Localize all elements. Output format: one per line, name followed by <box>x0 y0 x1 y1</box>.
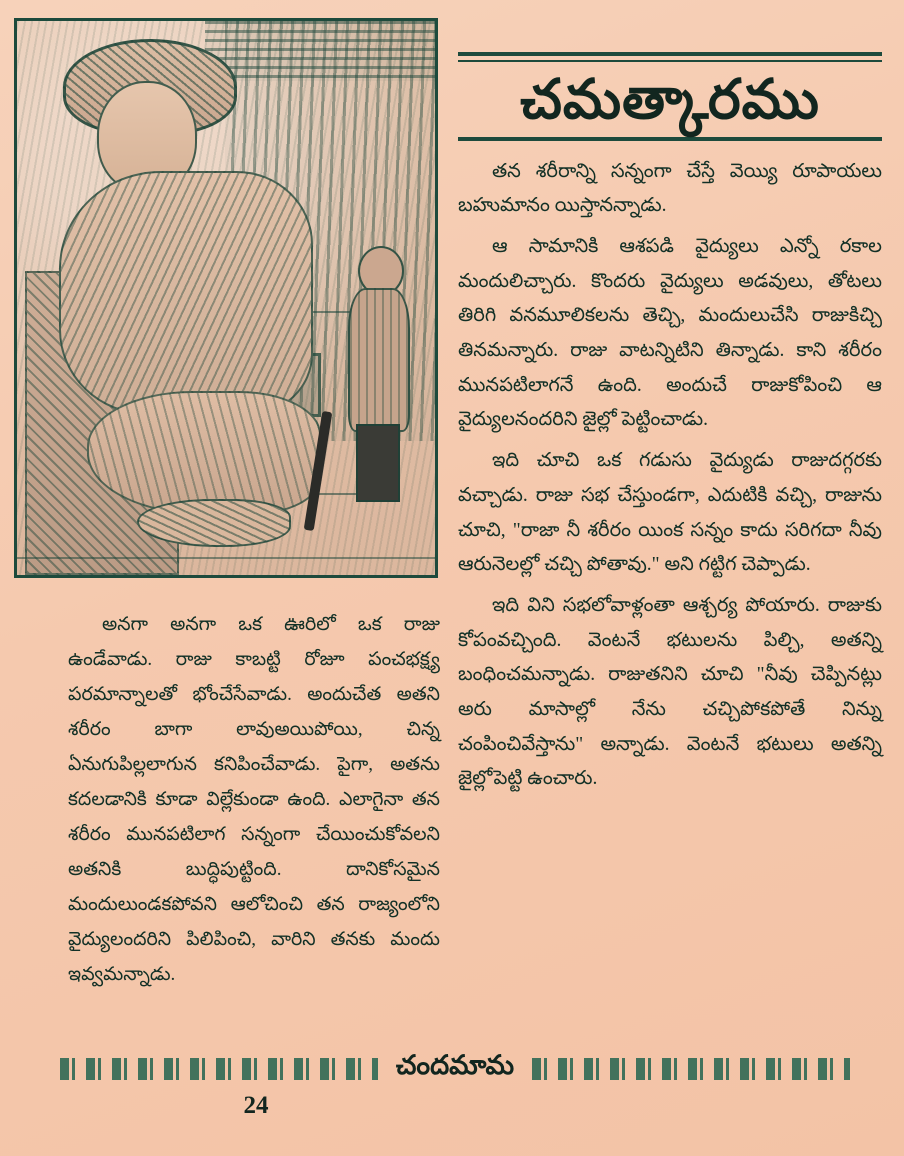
king-legs <box>87 391 321 515</box>
page-number: 24 <box>243 1092 269 1119</box>
king-body <box>59 171 313 415</box>
title-rule-bottom <box>458 137 882 141</box>
ornament-left <box>60 1058 378 1080</box>
right-column <box>458 52 882 803</box>
guard-body <box>348 288 410 432</box>
page-title: చమత్కారము <box>520 69 820 130</box>
paragraph: తన శరీరాన్ని సన్నంగా చేస్తే వెయ్యి రూపాయలు బహుమానం యిస్తానన్నాడు. <box>458 160 882 217</box>
paragraph: అనగా అనగా ఒక ఊరిలో ఒక రాజు ఉండేవాడు. రాజు కాబట్టి రోజూ పంచభక్ష్య పరమాన్నాలతో భోంచేసేవాడు. అందుచేత అతని శరీరం బాగా లావుఅయిపోయి, చిన్న ఏనుగుపిల్లలాగున కనిపించేవాడు. పైగా, అతను కదలడానికి కూడా విల్లేకుండా ఉంది. ఎలాగైనా తన శరీరం మునపటిలాగ సన్నంగా చేయించుకోవలని అతనికి బుద్ధిపుట్టింది. దానికోసమైన మందులుండకపోవని ఆలోచించి తన రాజ్యంలోని వైద్యులందరిని పిలిపించి, వారిని తనకు మందు ఇవ్వమన్నాడు. <box>68 614 440 985</box>
left-column-text <box>68 608 440 992</box>
magazine-name: చందమామ <box>395 1050 515 1080</box>
illustration-frame <box>14 18 438 578</box>
paragraph: ఇది విని సభలోవాళ్లంతా ఆశ్చర్య పోయారు. రాజుకు కోపంవచ్చింది. వెంటనే భటులను పిల్చి, అతన్ని బంధించమన్నాడు. రాజుతనిని చూచి "నీవు చెప్పినట్లు అరు మాసాల్లో నేను చచ్చిపోకపోతే నిన్ను చంపించివేస్తాను" అన్నాడు. వెంటనే భటులు అతన్ని జైల్లోపెట్టి ఉంచారు. <box>458 594 882 790</box>
footer-ornament-bar <box>60 1052 850 1086</box>
paragraph: ఇది చూచి ఒక గడుసు వైద్యుడు రాజుదగ్గరకు వచ్చాడు. రాజు సభ చేస్తుండగా, ఎదుటికి వచ్చి, రాజును చూచి, "రాజా నీ శరీరం యింక సన్నం కాదు సరిగదా నీవు ఆరునెలల్లో చచ్చి పోతావు." అని గట్టిగ చెప్పాడు. <box>458 450 882 576</box>
title-rule-top <box>458 52 882 56</box>
page-number-wrap <box>0 1092 904 1120</box>
illustration-artwork <box>17 21 435 575</box>
ornament-right <box>532 1058 850 1080</box>
guard-legs <box>356 424 400 502</box>
paragraph: ఆ సామానికి ఆశపడి వైద్యులు ఎన్నో రకాల మందులిచ్చారు. కొందరు వైద్యులు అడవులు, తోటలు తిరిగి వనమూలికలను తెచ్చి, మందులుచేసి రాజుకిచ్చి తినమన్నారు. రాజు వాటన్నిటిని తిన్నాడు. కాని శరీరం మునపటిలాగనే ఉంది. అందుచే రాజుకోపించి ఆ వైద్యులనందరిని జైల్లో పెట్టించాడు. <box>458 235 882 431</box>
floor-line <box>17 557 435 559</box>
right-column-text <box>458 155 882 798</box>
left-column <box>68 608 440 998</box>
guard-figure <box>342 246 412 496</box>
